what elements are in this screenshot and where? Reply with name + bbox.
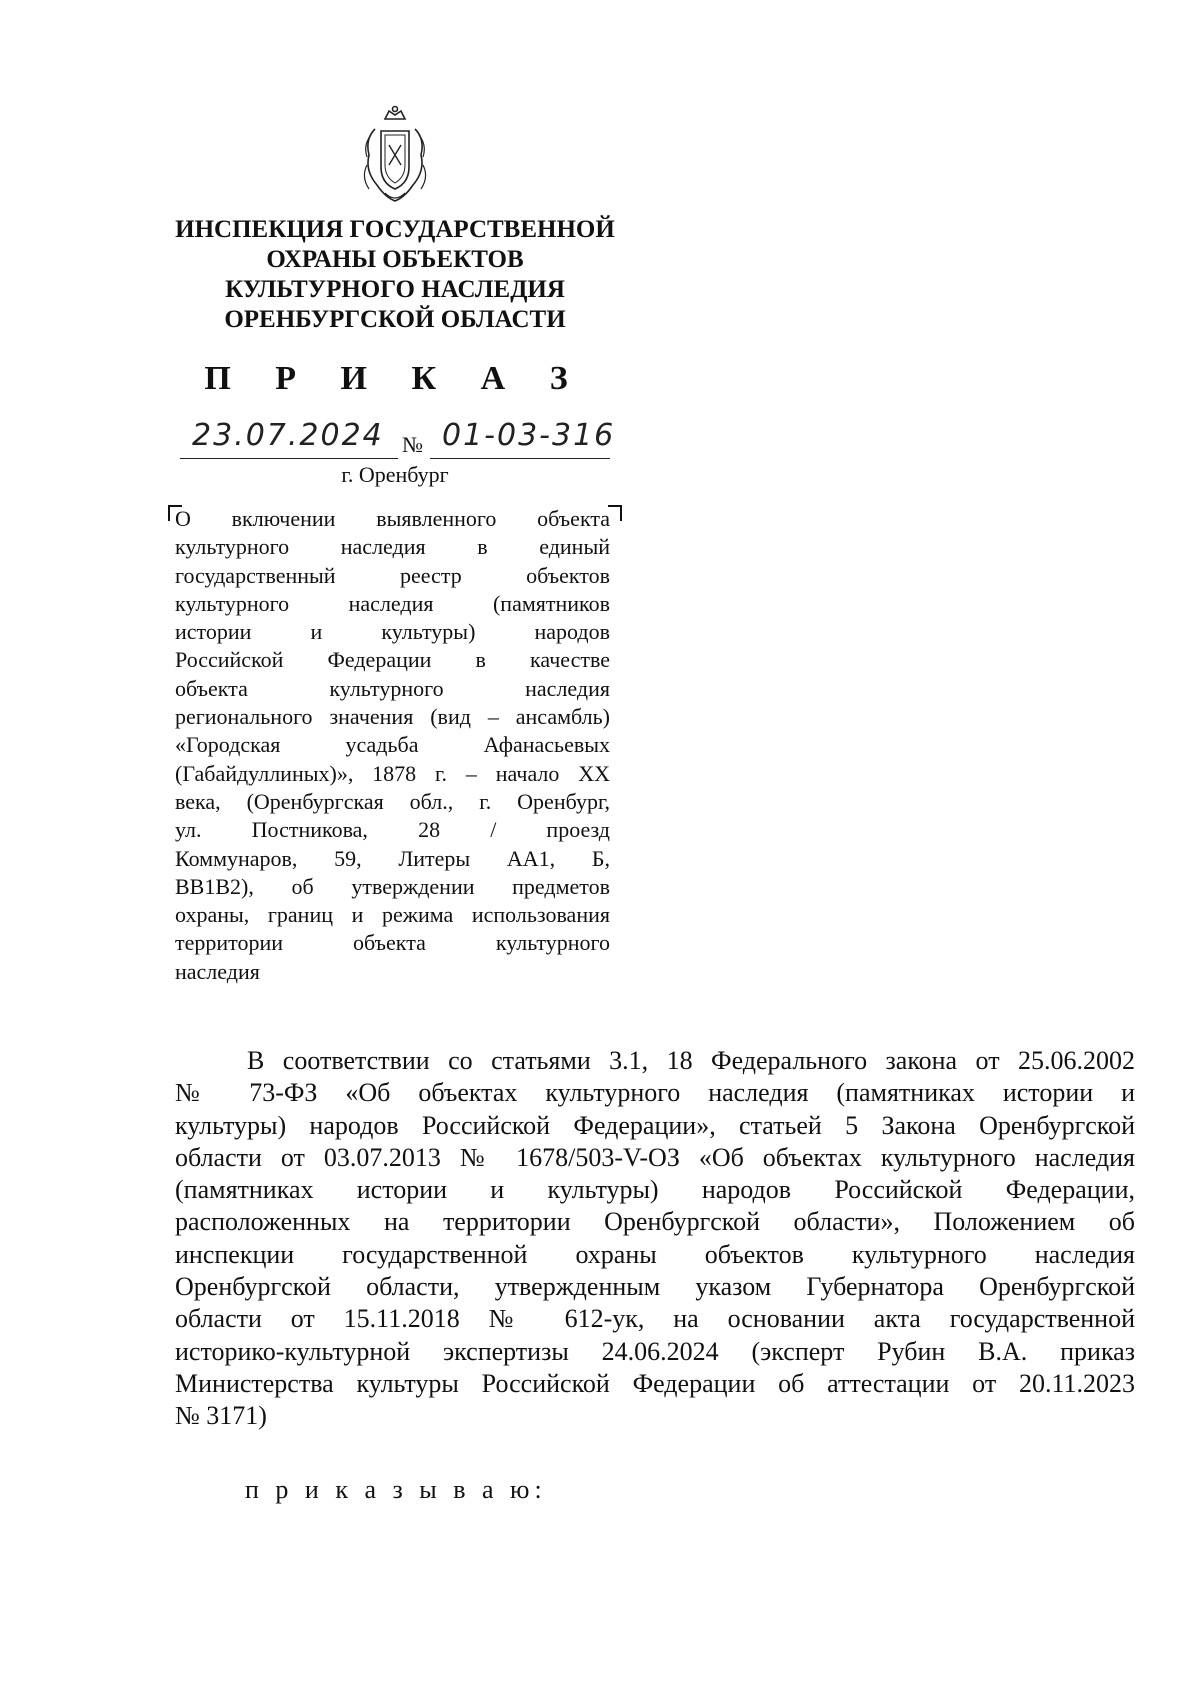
body-line: области от 15.11.2018 № 612-ук, на основании акта государственной [175,1304,1135,1334]
body-line: № 3171) [175,1401,267,1431]
subject-line: государственный реестр объектов [175,562,610,588]
corner-bracket-right [608,505,622,521]
subject-line: века, (Оренбургская обл., г. Оренбург, [175,788,610,814]
coat-of-arms-icon [355,105,435,205]
body-line: инспекции государственной охраны объектов культурного наследия [175,1239,1135,1269]
subject-line: наследия [175,958,260,984]
subject-line: (Габайдуллиных)», 1878 г. – начало ХХ [175,760,610,786]
date-underline [180,458,398,459]
handwritten-number: 01-03-316 [442,418,616,453]
subject-line: культурного наследия (памятников [175,590,610,616]
body-line: области от 03.07.2013 № 1678/503-V-ОЗ «Об объектах культурного наследия [175,1142,1135,1172]
body-line: В соответствии со статьями 3.1, 18 Федерального закона от 25.06.2002 [247,1046,1135,1075]
body-line: Оренбургской области, утвержденным указом Губернатора Оренбургской [175,1272,1135,1302]
org-line: ИНСПЕКЦИЯ ГОСУДАРСТВЕННОЙ [175,216,615,243]
order-subject [175,505,610,986]
subject-line: объекта культурного наследия [175,675,610,701]
number-sign: № [402,432,423,457]
subject-line: О включении выявленного объекта [175,506,610,531]
subject-line: «Городская усадьба Афанасьевых [175,732,610,758]
body-line: расположенных на территории Оренбургской области», Положением об [175,1207,1135,1237]
number-underline [430,458,610,459]
subject-line: ВВ1В2), об утверждении предметов [175,873,610,899]
organization-name [165,215,625,335]
subject-line: территории объекта культурного [175,930,610,956]
body-line: Министерства культуры Российской Федерации об аттестации от 20.11.2023 [175,1368,1135,1398]
org-line: КУЛЬТУРНОГО НАСЛЕДИЯ [225,276,565,303]
subject-line: Коммунаров, 59, Литеры АА1, Б, [175,845,610,871]
subject-line: истории и культуры) народов [175,619,610,645]
subject-line: культурного наследия в единый [175,534,610,560]
subject-line: ул. Постникова, 28 / проезд [175,817,610,843]
decree-word: п р и к а з ы в а ю: [245,1475,547,1504]
subject-line: регионального значения (вид – ансамбль) [175,704,610,730]
org-line: ОХРАНЫ ОБЪЕКТОВ [266,246,524,273]
preamble-paragraph [175,1045,1135,1433]
body-line: историко-культурной экспертизы 24.06.2024 (эксперт Рубин В.А. приказ [175,1336,1135,1366]
subject-line: охраны, границ и режима использования [175,902,610,928]
date-number-line [180,418,616,458]
body-line: № 73-ФЗ «Об объектах культурного наследия (памятниках истории и [175,1078,1135,1108]
body-line: (памятниках истории и культуры) народов Российской Федерации, [175,1175,1135,1205]
body-line: культуры) народов Российской Федерации», статьей 5 Закона Оренбургской [175,1110,1135,1140]
city: г. Оренбург [341,462,449,487]
org-line: ОРЕНБУРГСКОЙ ОБЛАСТИ [224,306,566,333]
subject-line: Российской Федерации в качестве [175,647,610,673]
handwritten-date: 23.07.2024 [192,418,384,453]
document-type: П Р И К А З [204,360,586,397]
